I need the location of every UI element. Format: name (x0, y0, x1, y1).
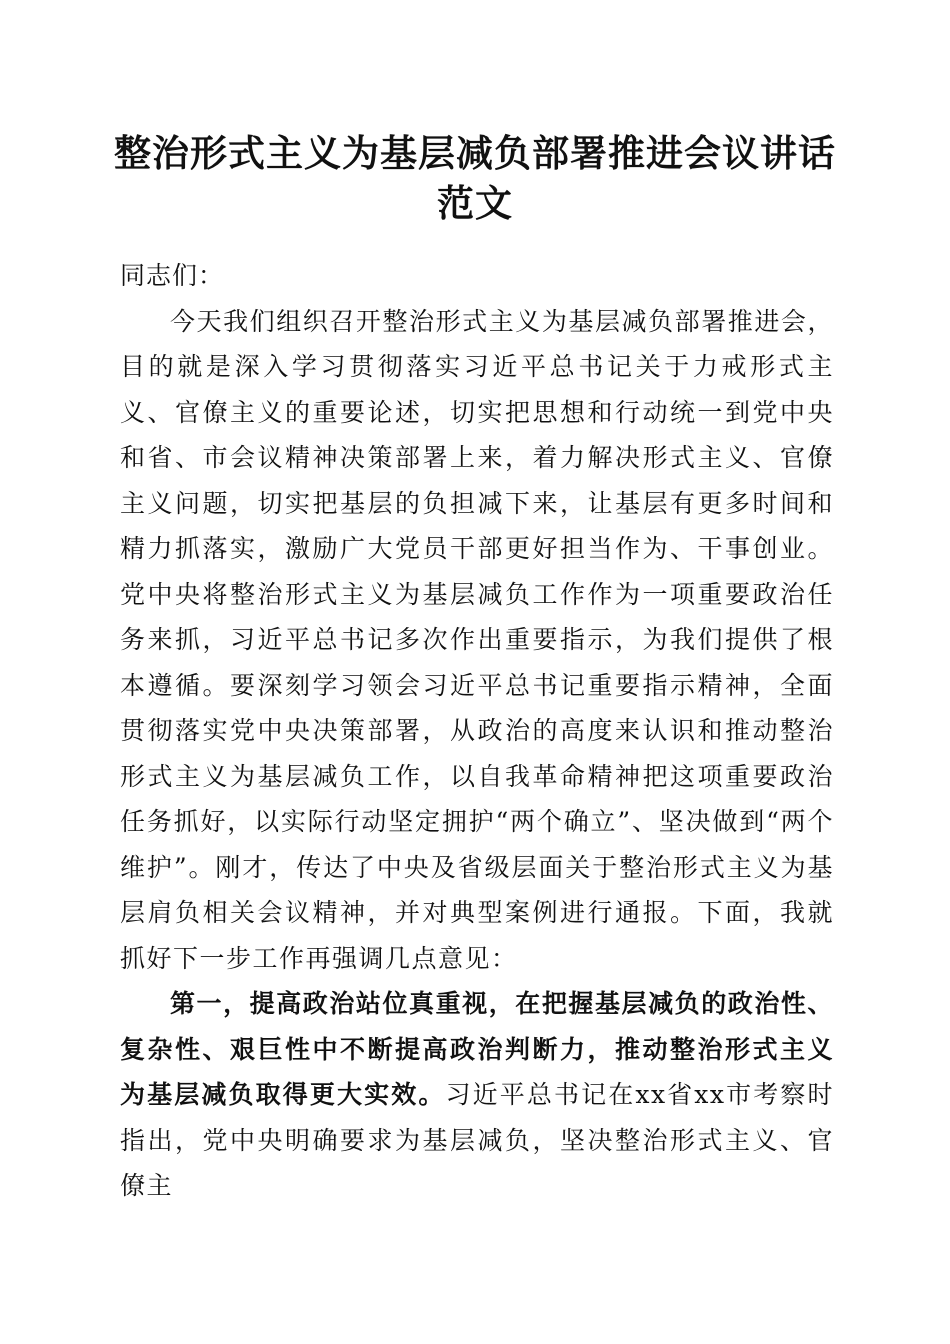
section-one-paragraph (120, 981, 834, 1209)
opening-paragraph: 今天我们组织召开整治形式主义为基层减负部署推进会，目的就是深入学习贯彻落实习近平总书记关于力戒形式主义、官僚主义的重要论述，切实把思想和行动统一到党中央和省、市会议精神决策部署上来，着力解决形式主义、官僚主义问题，切实把基层的负担减下来，让基层有更多时间和精力抓落实，激励广大党员干部更好担当作为、干事创业。党中央将整治形式主义为基层减负工作作为一项重要政治任务来抓，习近平总书记多次作出重要指示，为我们提供了根本遵循。要深刻学习领会习近平总书记重要指示精神，全面贯彻落实党中央决策部署，从政治的高度来认识和推动整治形式主义为基层减负工作，以自我革命精神把这项重要政治任务抓好，以实际行动坚定拥护“两个确立”、坚决做到“两个维护”。刚才，传达了中央及省级层面关于整治形式主义为基层肩负相关会议精神，并对典型案例进行通报。下面，我就抓好下一步工作再强调几点意见： (120, 306, 834, 973)
salutation: 同志们： (120, 261, 225, 290)
document-body (120, 253, 834, 1209)
document-title: 整治形式主义为基层减负部署推进会议讲话范文 (114, 131, 836, 225)
section-one-body: 习近平总书记在xx省xx市考察时指出，党中央明确要求为基层减负，坚决整治形式主义、官僚主 (120, 1080, 834, 1200)
section-one-heading: 第一，提高政治站位真重视，在把握基层减负的政治性、复杂性、艰巨性中不断提高政治判断力，推动整治形式主义为基层减负取得更大实效。 (120, 989, 834, 1109)
